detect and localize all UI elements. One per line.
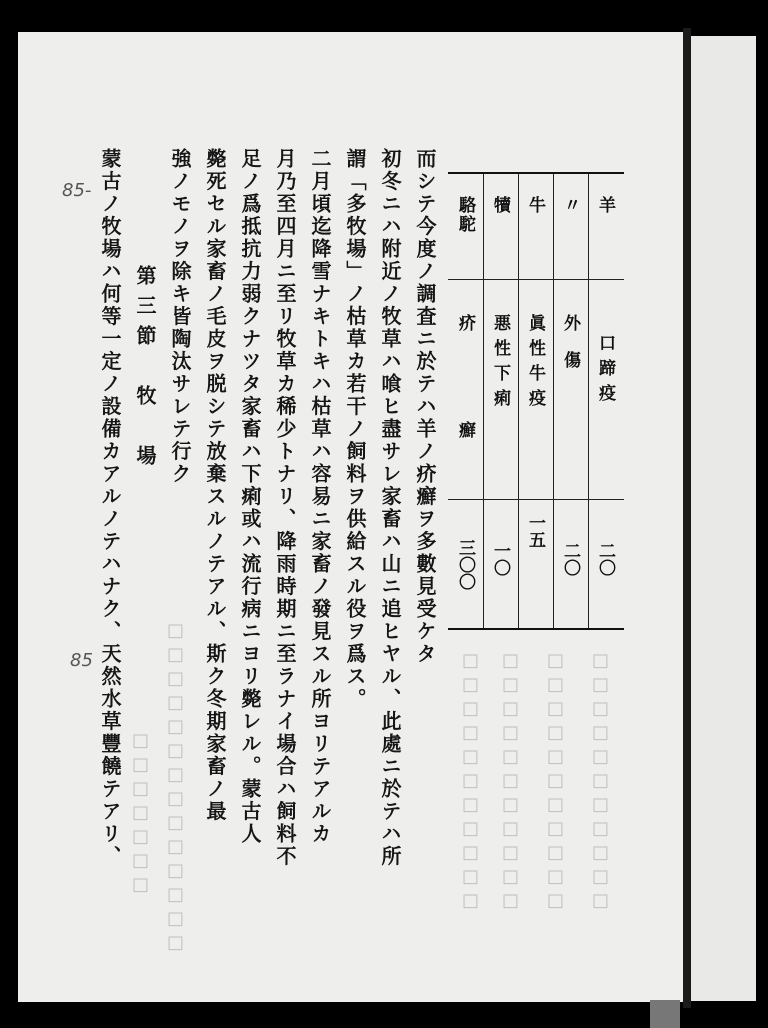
- bleed-through-text: □□□□□□□□□□□□□□: [165, 620, 186, 956]
- bleed-through-text: □□□□□□□□□□□: [545, 650, 566, 914]
- margin-note: 85: [70, 650, 93, 671]
- text-column: 足ノ爲抵抗力弱クナツタ家畜ハ下痢或ハ流行病ニヨリ斃レル。蒙古人: [238, 148, 262, 846]
- bleed-through-text: □□□□□□□: [130, 730, 151, 898]
- table-divider: [483, 174, 484, 628]
- text-column: 月乃至四月ニ至リ牧草カ稀少トナリ、降雨時期ニ至ラナイ場合ハ飼料不: [273, 148, 297, 868]
- text-column: 而シテ今度ノ調査ニ於テハ羊ノ疥癬ヲ多數見受ケタ: [413, 148, 437, 666]
- table-cell-disease: 外傷: [560, 314, 580, 388]
- text-column: 初冬ニハ附近ノ牧草ハ喰ヒ盡サレ家畜ハ山ニ追ヒヤル、此處ニ於テハ所: [378, 148, 402, 868]
- table-cell-count: 一五: [525, 514, 545, 548]
- bleed-through-text: □□□□□□□□□□□: [460, 650, 481, 914]
- table-cell-count: 二〇: [560, 542, 580, 576]
- table-cell-count: 二〇: [595, 542, 615, 576]
- book-spine: [683, 28, 691, 1008]
- bleed-through-text: □□□□□□□□□□□: [500, 650, 521, 914]
- table-cell-animal: 犢: [490, 196, 510, 221]
- margin-note: 85-: [62, 180, 92, 201]
- table-cell-animal: 羊: [595, 196, 615, 221]
- scan-edge: [650, 1000, 680, 1028]
- table-divider: [448, 279, 624, 280]
- facing-page-edge: [691, 36, 756, 1001]
- text-column: 謂「多牧場」ノ枯草カ若干ノ飼料ヲ供給スル役ヲ爲ス。: [343, 148, 367, 711]
- table-divider: [553, 174, 554, 628]
- livestock-disease-table: [448, 172, 624, 630]
- text-column: 二月頃迄降雪ナキトキハ枯草ハ容易ニ家畜ノ發見スル所ヨリテアルカ: [308, 148, 332, 846]
- table-cell-disease: 疥癬: [455, 314, 475, 528]
- table-cell-count: 一〇: [490, 542, 510, 576]
- text-column: 強ノモノヲ除キ皆陶汰サレテ行ク: [168, 148, 192, 486]
- section-heading: 第三節 牧 場: [133, 265, 157, 475]
- table-cell-animal: 駱駝: [455, 196, 475, 234]
- table-divider: [588, 174, 589, 628]
- bleed-through-text: □□□□□□□□□□□: [590, 650, 611, 914]
- table-cell-disease: 口蹄疫: [595, 334, 615, 409]
- text-column: 斃死セル家畜ノ毛皮ヲ脱シテ放棄スルノテアル、斯ク冬期家畜ノ最: [203, 148, 227, 823]
- table-cell-animal: 牛: [525, 196, 545, 221]
- table-cell-disease: 眞性牛疫: [525, 314, 545, 414]
- table-cell-count: 三〇〇: [455, 539, 475, 590]
- table-cell-animal: 〃: [560, 196, 580, 221]
- table-divider: [518, 174, 519, 628]
- table-cell-disease: 悪性下痢: [490, 314, 510, 414]
- body-column: 蒙古ノ牧場ハ何等一定ノ設備カアルノテハナク、天然水草豐饒テアリ、: [98, 148, 122, 868]
